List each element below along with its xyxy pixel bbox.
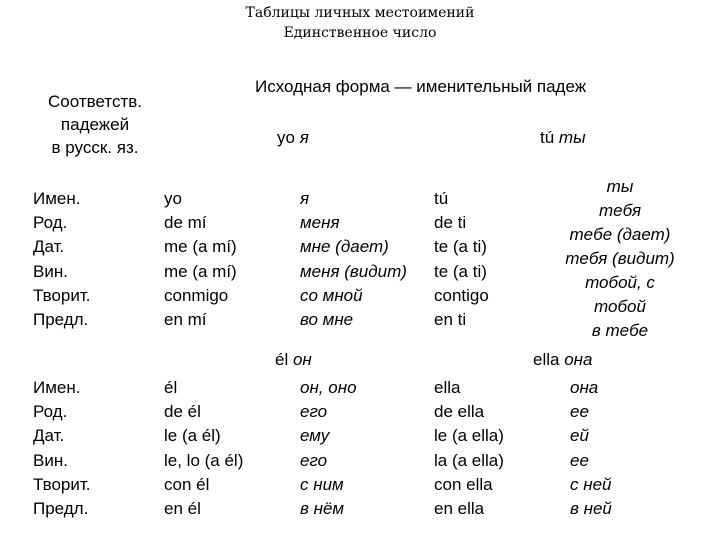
case-label: Род.: [33, 402, 68, 422]
form-ru: ты: [606, 177, 634, 196]
form-es: de ella: [434, 402, 485, 422]
group-es: él: [275, 350, 289, 369]
form-ru: мне (дает): [300, 237, 389, 257]
case-label: Род.: [33, 213, 68, 233]
form-es: te (a ti): [434, 261, 487, 281]
group-header-ella: [533, 350, 592, 370]
source-form-header: Исходная форма — именительный падеж: [255, 77, 587, 96]
group-ru: ты: [558, 128, 586, 147]
form-ru: ей: [570, 426, 589, 446]
case-label: Имен.: [33, 378, 81, 397]
form-es: ella: [434, 378, 461, 397]
correspondence-header: [30, 90, 160, 159]
form-ru: его: [300, 402, 328, 422]
ella-russian-forms: [570, 376, 612, 521]
form-ru: тебя: [598, 201, 642, 220]
form-es: me (a mí): [164, 261, 237, 281]
form-ru: меня (видит): [300, 261, 407, 281]
form-es: con ella: [434, 474, 493, 494]
yo-russian-forms: [300, 187, 407, 332]
form-es: me (a mí): [164, 237, 237, 257]
form-ru: тобой: [594, 297, 646, 316]
form-ru: ее: [570, 450, 589, 470]
form-es: en ti: [434, 310, 467, 330]
group-es: ella: [533, 350, 560, 369]
el-spanish-forms: [164, 376, 243, 521]
form-es: con él: [164, 474, 210, 494]
form-ru: с ним: [300, 474, 344, 494]
form-ru: в ней: [570, 499, 612, 519]
case-label: Имен.: [33, 189, 81, 208]
form-es: yo: [164, 189, 182, 208]
correspondence-header-line: падежей: [60, 115, 130, 134]
group-ru: он: [292, 350, 312, 369]
page-subtitle: Единственное число: [283, 25, 437, 41]
form-es: de él: [164, 402, 201, 422]
el-russian-forms: [300, 376, 357, 521]
page-title: Таблицы личных местоимений: [245, 5, 475, 21]
group-header-el: [275, 350, 312, 370]
form-es: de mí: [164, 213, 207, 233]
form-ru: он, оно: [300, 378, 357, 397]
form-es: conmigo: [164, 285, 229, 305]
form-ru: тобой, с: [585, 273, 655, 292]
form-es: le, lo (a él): [164, 450, 244, 470]
form-ru: тебя (видит): [565, 249, 675, 268]
form-es: de ti: [434, 213, 467, 233]
form-es: la (a ella): [434, 450, 504, 470]
case-label: Предл.: [33, 310, 89, 330]
form-es: te (a ti): [434, 237, 487, 257]
form-es: en mí: [164, 310, 207, 330]
form-es: en él: [164, 499, 201, 519]
form-ru: ее: [570, 402, 589, 422]
case-label: Вин.: [33, 261, 68, 281]
case-label: Дат.: [33, 426, 65, 446]
correspondence-header-line: в русск. яз.: [51, 138, 139, 157]
group-header-yo: [277, 128, 309, 148]
form-ru: со мной: [300, 285, 363, 305]
case-label: Творит.: [33, 474, 91, 494]
form-ru: тебе (дает): [569, 225, 671, 244]
group-ru: она: [564, 350, 593, 369]
form-es: tú: [434, 189, 449, 208]
case-label: Предл.: [33, 499, 89, 519]
form-ru: ему: [300, 426, 330, 446]
form-ru: с ней: [570, 474, 612, 494]
group-ru: я: [299, 128, 309, 147]
form-es: en ella: [434, 499, 485, 519]
group-es: tú: [540, 128, 555, 147]
group-header-tu: [540, 128, 586, 148]
tu-spanish-forms: [434, 187, 489, 332]
form-ru: в нём: [300, 499, 345, 519]
case-label: Дат.: [33, 237, 65, 257]
ella-spanish-forms: [434, 376, 504, 521]
form-es: él: [164, 378, 178, 397]
case-labels-singular-2: [33, 376, 91, 521]
form-es: contigo: [434, 285, 489, 305]
correspondence-header-line: Соответств.: [48, 92, 142, 111]
form-ru: его: [300, 450, 328, 470]
form-ru: меня: [300, 213, 340, 233]
tu-russian-forms: [530, 175, 710, 343]
yo-spanish-forms: [164, 187, 237, 332]
form-es: le (a ella): [434, 426, 504, 446]
case-labels-singular-1: [33, 187, 91, 332]
case-label: Вин.: [33, 450, 68, 470]
group-es: yo: [277, 128, 295, 147]
form-ru: она: [570, 378, 599, 397]
case-label: Творит.: [33, 285, 91, 305]
form-ru: я: [300, 189, 310, 208]
form-ru: в тебе: [591, 321, 649, 340]
form-ru: во мне: [300, 310, 354, 330]
form-es: le (a él): [164, 426, 221, 446]
